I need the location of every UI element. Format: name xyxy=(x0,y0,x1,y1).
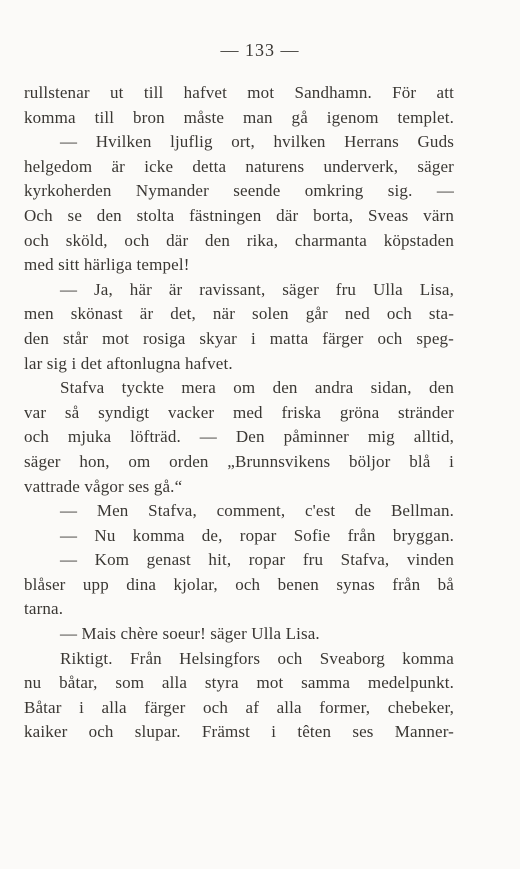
text-line: — Hvilken ljuflig ort, hvilken Herrans Guds xyxy=(60,132,454,152)
text-line: rullstenar ut till hafvet mot Sandhamn. För att xyxy=(24,83,454,102)
text-line: var så syndigt vacker med friska gröna stränder xyxy=(24,402,454,422)
text-line: helgedom är icke detta naturens underverk, säger xyxy=(24,156,454,176)
text-line: och mjuka löfträd. — Den påminner mig alltid, xyxy=(24,427,454,447)
text-line: kyrkoherden Nymander seende omkring sig. — xyxy=(24,181,454,201)
text-line: Båtar i alla färger och af alla former, chebeker, xyxy=(24,697,454,717)
text-line: kaiker och slupar. Främst i têten ses Manner- xyxy=(24,722,454,742)
text-line: lar sig i det aftonlugna hafvet. xyxy=(24,353,233,373)
text-line: men skönast är det, när solen går ned och sta- xyxy=(24,304,454,324)
text-line: — Ja, här är ravissant, säger fru Ulla Lisa, xyxy=(60,279,454,299)
text-line: vattrade vågor ses gå.“ xyxy=(24,476,183,496)
text-line: tarna. xyxy=(24,599,64,619)
text-line: den står mot rosiga skyar i matta färger och speg- xyxy=(24,328,454,348)
text-line: — Men Stafva, comment, c'est de Bellman. xyxy=(60,501,454,521)
text-line: — Kom genast hit, ropar fru Stafva, vinden xyxy=(60,550,454,570)
text-line: Och se den stolta fästningen där borta, Sveas värn xyxy=(24,205,454,225)
text-line: komma till bron måste man gå igenom templet. xyxy=(24,107,454,127)
text-line: — Mais chère soeur! säger Ulla Lisa. xyxy=(60,624,320,644)
text-line: säger hon, om orden „Brunnsvikens böljor blå i xyxy=(24,451,454,471)
text-line: Stafva tyckte mera om den andra sidan, den xyxy=(60,378,454,398)
page-number: — 133 — xyxy=(220,40,300,60)
text-line: nu båtar, som alla styra mot samma medelpunkt. xyxy=(24,673,454,693)
text-line: blåser upp dina kjolar, och benen synas från bå xyxy=(24,574,454,594)
body-text xyxy=(24,81,454,745)
text-line: med sitt härliga tempel! xyxy=(24,255,190,275)
text-line: och sköld, och där den rika, charmanta köpstaden xyxy=(24,230,454,250)
text-line: — Nu komma de, ropar Sofie från bryggan. xyxy=(60,525,454,545)
text-line: Riktigt. Från Helsingfors och Sveaborg komma xyxy=(60,648,454,668)
